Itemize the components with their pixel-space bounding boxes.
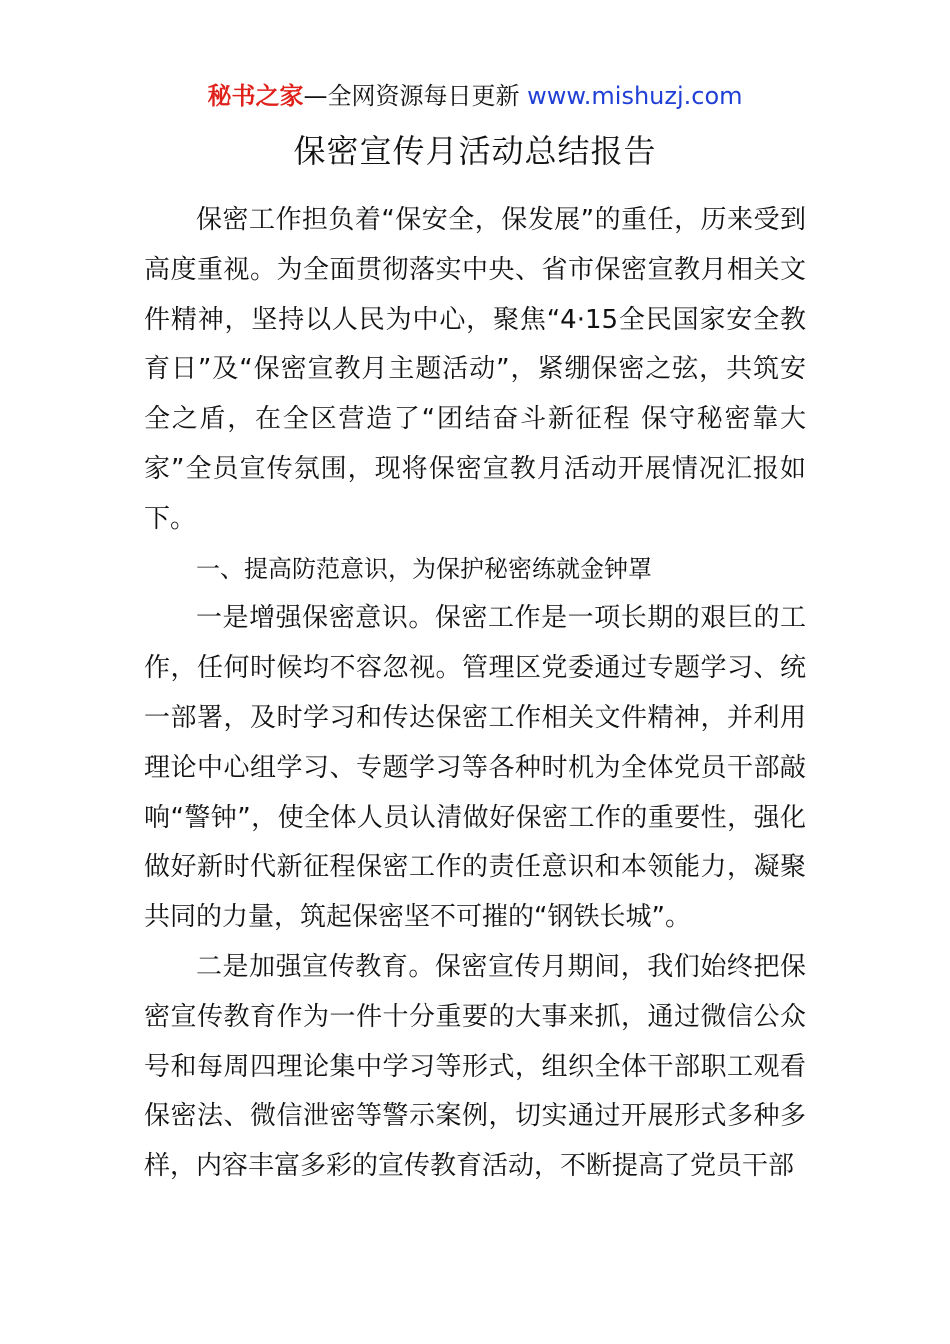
site-url[interactable]: www.mishuzj.com <box>527 82 743 110</box>
site-brand: 秘书之家 <box>207 82 304 110</box>
body-paragraph: 二是加强宣传教育。保密宣传月期间，我们始终把保密宣传教育作为一件十分重要的大事来抓，通过微信公众号和每周四理论集中学习等形式，组织全体干部职工观看保密法、微信泄密等警示案例，切实通过开展形式多种多样，内容丰富多彩的宣传教育活动，不断提高了党员干部 <box>144 951 806 1182</box>
section-heading: 一、提高防范意识，为保护秘密练就金钟罩 <box>196 554 652 583</box>
body-paragraph: 一是增强保密意识。保密工作是一项长期的艰巨的工作，任何时候均不容忽视。管理区党委通过专题学习、统一部署，及时学习和传达保密工作相关文件精神，并利用理论中心组学习、专题学习等各种时机为全体党员干部敲响“警钟”，使全体人员认清做好保密工作的重要性，强化做好新时代新征程保密工作的责任意识和本领能力，凝聚共同的力量，筑起保密坚不可摧的“钢铁长城”。 <box>144 603 806 933</box>
site-tagline: —全网资源每日更新 <box>303 82 520 110</box>
intro-paragraph: 保密工作担负着“保安全，保发展”的重任，历来受到高度重视。为全面贯彻落实中央、省市保密宣教月相关文件精神，坚持以人民为中心，聚焦“4·15全民国家安全教育日”及“保密宣教月主题活动”，紧绷保密之弦，共筑安全之盾，在全区营造了“团结奋斗新征程 保守秘密靠大家”全员宣传氛围，现将保密宣教月活动开展情况汇报如下。 <box>144 205 806 534</box>
site-header <box>0 80 950 112</box>
document-body <box>144 196 806 1192</box>
document-title: 保密宣传月活动总结报告 <box>293 132 657 170</box>
